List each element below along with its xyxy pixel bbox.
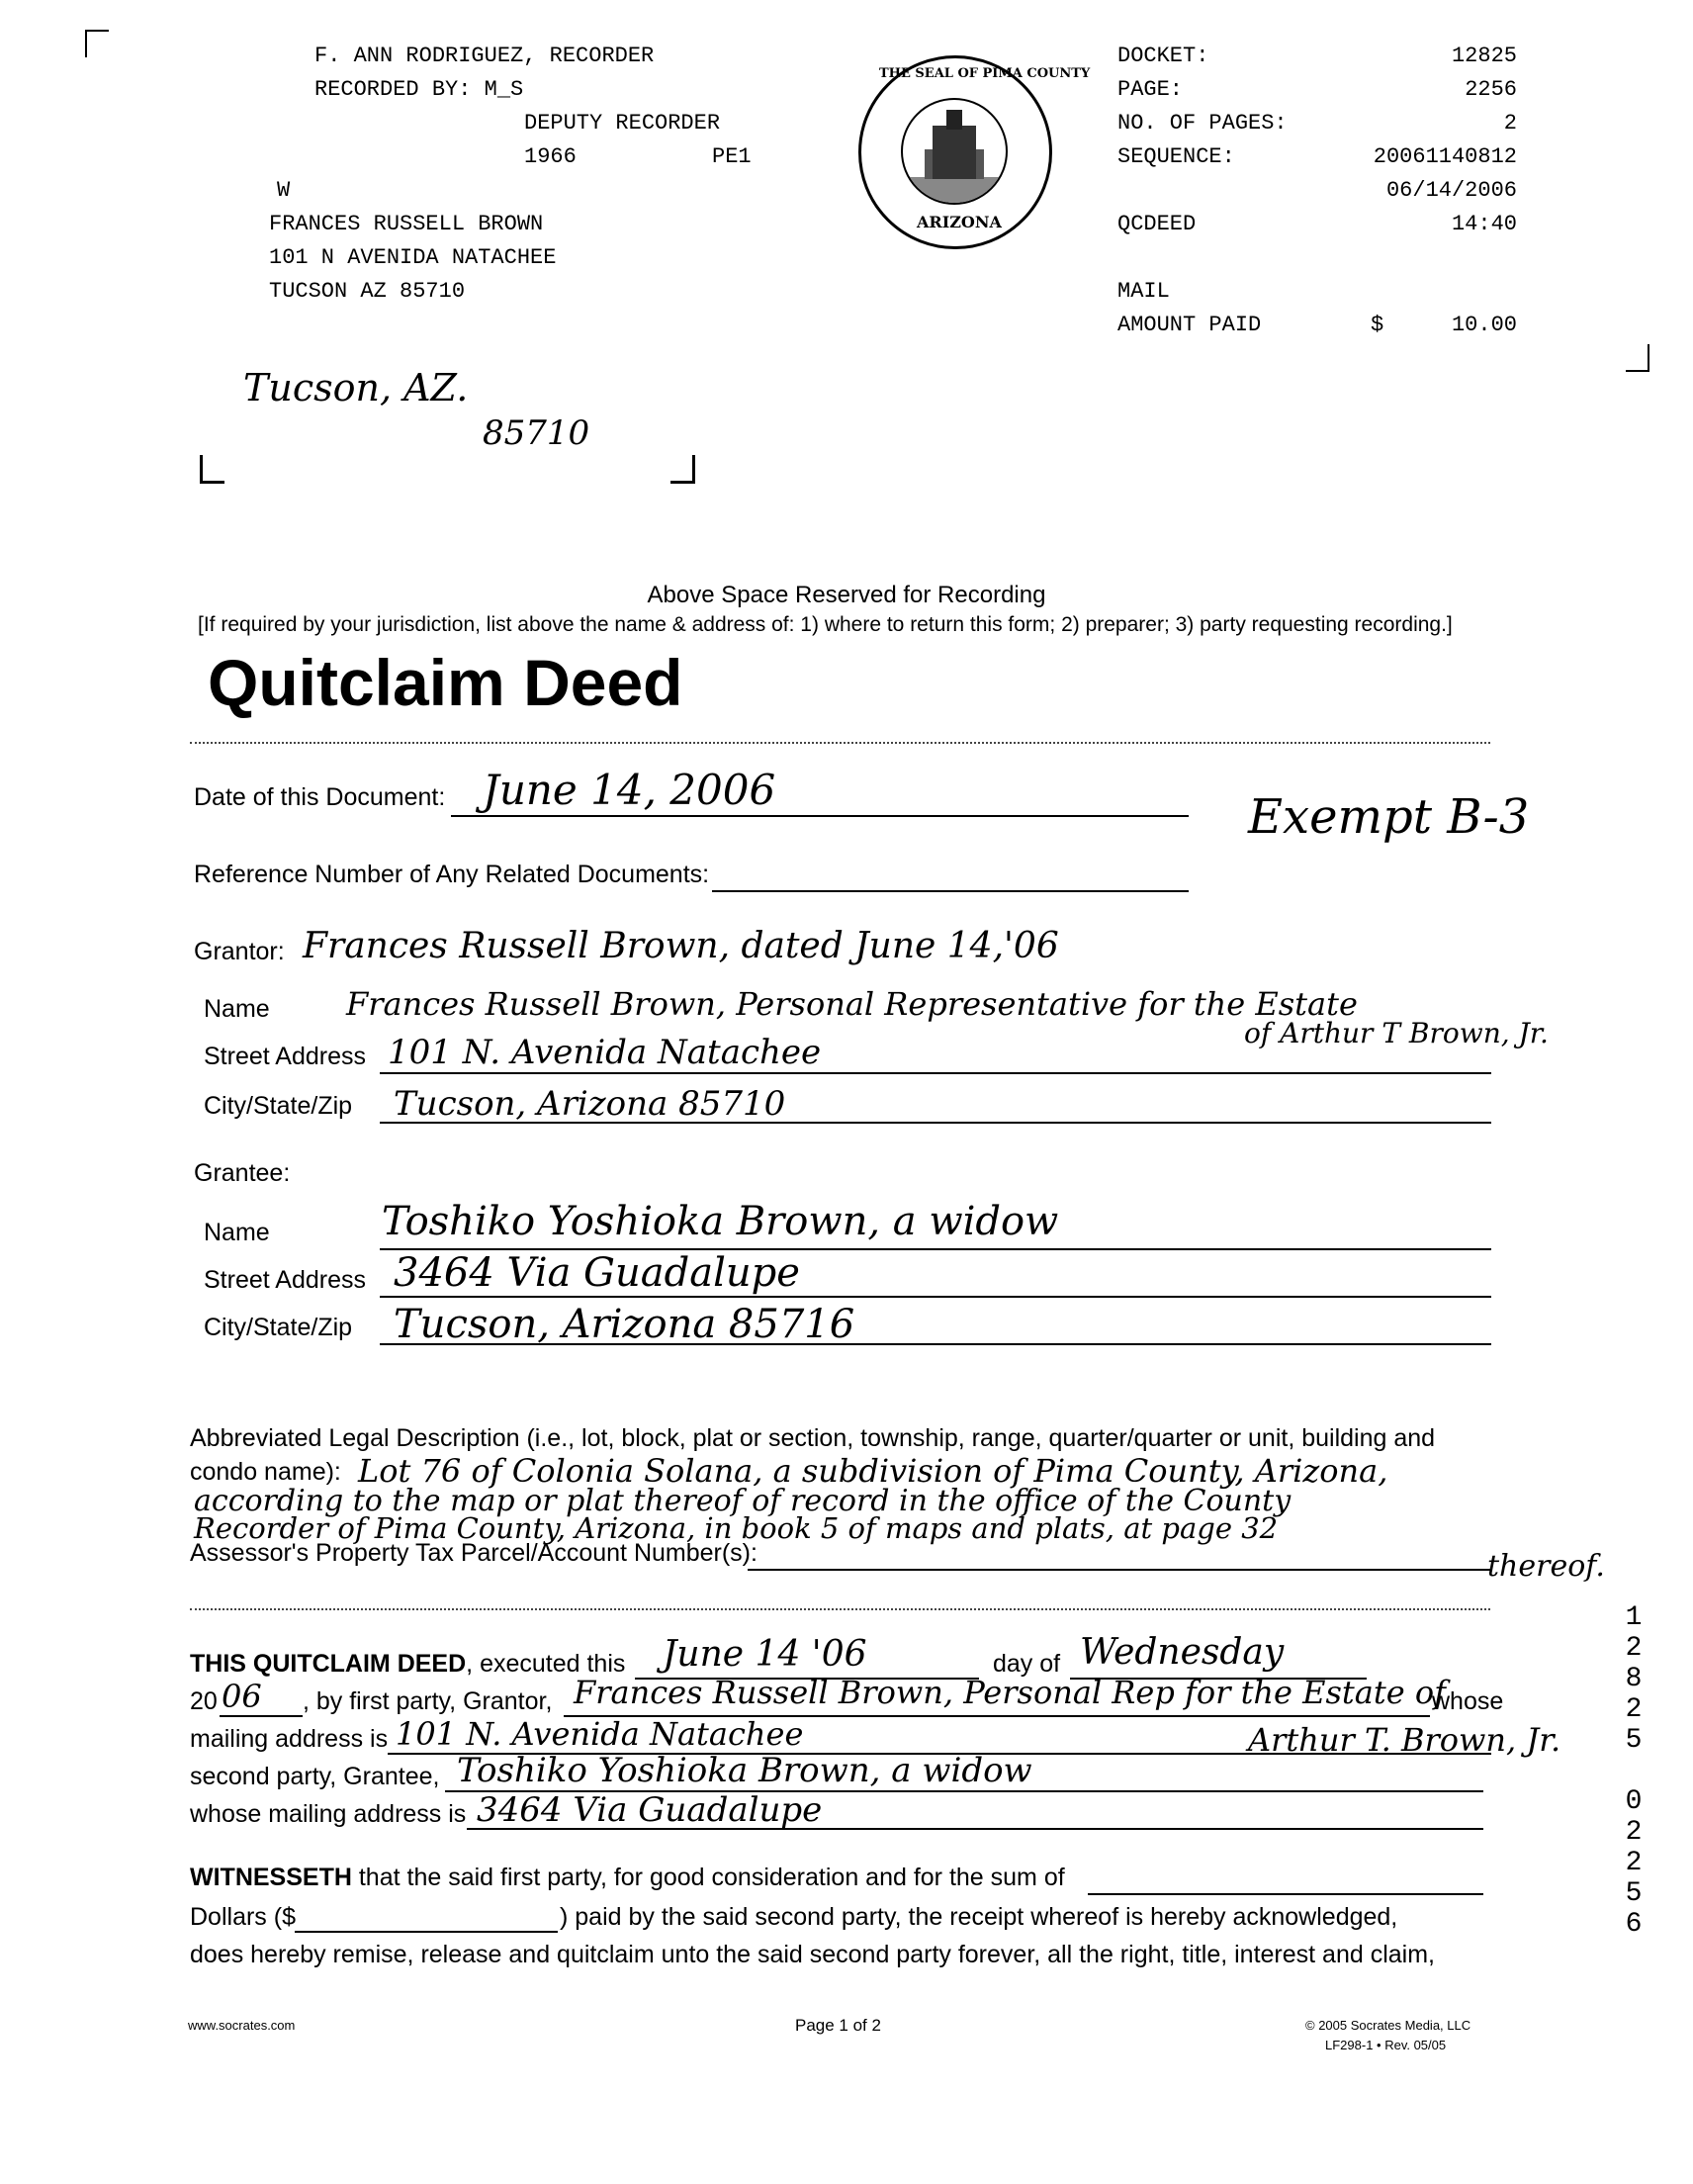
legal-value-1: Lot 76 of Colonia Solana, a subdivision of Pima County, Arizona, xyxy=(358,1452,1388,1490)
legal-label-2: condo name): xyxy=(190,1458,341,1486)
seal-bottom-text: ARIZONA xyxy=(917,213,1002,231)
recorder-code-a: 1966 xyxy=(524,144,577,169)
county-seal xyxy=(858,55,1091,249)
pages-label: NO. OF PAGES: xyxy=(1117,111,1288,136)
grantee-street-line xyxy=(380,1296,1491,1298)
deed-grantor-value: Frances Russell Brown, Personal Rep for the Estate of xyxy=(574,1674,1446,1711)
witness-text: that the said first party, for good consideration and for the sum of xyxy=(351,1864,1065,1891)
recording-date: 06/14/2006 xyxy=(1385,178,1517,203)
deed-first-party-text: , by first party, Grantor, xyxy=(303,1687,553,1715)
recorder-line-2: RECORDED BY: M_S xyxy=(314,77,524,102)
deed-second-value: Toshiko Yoshioka Brown, a widow xyxy=(457,1751,1032,1790)
deed-second-label: second party, Grantee, xyxy=(190,1763,440,1790)
grantee-label: Grantee: xyxy=(194,1159,291,1187)
reserved-note: [If required by your jurisdiction, list above the name & address of: 1) where to return this form; 2) preparer; 3) party requesting recording.] xyxy=(198,613,1453,636)
dollars-line xyxy=(295,1931,558,1933)
deed-grantor-continued: Arthur T. Brown, Jr. xyxy=(1248,1721,1561,1759)
sequence-label: SEQUENCE: xyxy=(1117,144,1235,169)
date-value: June 14, 2006 xyxy=(483,766,776,814)
exempt-note: Exempt B-3 xyxy=(1248,789,1530,845)
handwritten-return-city: Tucson, AZ. xyxy=(243,366,469,410)
deed-year-value: 06 xyxy=(222,1678,262,1715)
deed-dayof-text: day of xyxy=(993,1650,1061,1678)
deed-whose-text: whose xyxy=(1432,1687,1504,1715)
corner-mark-bottom-left xyxy=(200,455,224,484)
divider-top xyxy=(190,742,1490,744)
recorder-name: FRANCES RUSSELL BROWN xyxy=(269,212,544,236)
deed-mailing-value: 101 N. Avenida Natachee xyxy=(396,1715,804,1753)
corner-mark-right xyxy=(1626,344,1649,372)
docket-label: DOCKET: xyxy=(1117,44,1209,68)
legal-value-3: Recorder of Pima County, Arizona, in book 5 of maps and plats, at page 32 xyxy=(194,1511,1279,1545)
deed-exec-value: June 14 '06 xyxy=(663,1634,867,1675)
recorder-line-3: DEPUTY RECORDER xyxy=(524,111,721,136)
grantee-name-value: Toshiko Yoshioka Brown, a widow xyxy=(382,1199,1059,1244)
deed-whose-mailing-value: 3464 Via Guadalupe xyxy=(477,1790,823,1830)
recorder-city: TUCSON AZ 85710 xyxy=(269,279,466,304)
legal-label-1: Abbreviated Legal Description (i.e., lot, block, plat or section, township, range, quarter/quarter or unit, building and xyxy=(190,1424,1436,1452)
seal-building-icon xyxy=(901,98,1008,205)
divider-middle xyxy=(190,1608,1490,1610)
docket-value: 12825 xyxy=(1451,44,1517,68)
grantor-label: Grantor: xyxy=(194,938,285,965)
currency-symbol: $ xyxy=(1371,313,1384,337)
corner-mark-top-left xyxy=(85,30,109,57)
witness-sum-line xyxy=(1088,1893,1483,1895)
witness-bold-label: WITNESSETH xyxy=(190,1864,352,1891)
recorder-address: 101 N AVENIDA NATACHEE xyxy=(269,245,557,270)
corner-mark-bottom-right xyxy=(670,455,695,484)
grantor-name-label: Name xyxy=(204,995,270,1023)
grantor-street-value: 101 N. Avenida Natachee xyxy=(388,1033,822,1072)
page-label: PAGE: xyxy=(1117,77,1184,102)
sequence-value: 20061140812 xyxy=(1373,144,1517,169)
deed-bold-label: THIS QUITCLAIM DEED xyxy=(190,1650,467,1678)
footer-form-number: LF298-1 • Rev. 05/05 xyxy=(1325,2038,1447,2052)
page-value: 2256 xyxy=(1465,77,1517,102)
recorder-w: W xyxy=(277,178,291,203)
parcel-line xyxy=(748,1569,1491,1571)
reference-label: Reference Number of Any Related Documents: xyxy=(194,861,710,888)
deed-day-value: Wednesday xyxy=(1080,1632,1285,1673)
date-line xyxy=(451,815,1189,817)
remise-text: does hereby remise, release and quitclaim unto the said second party forever, all the right, title, interest and claim, xyxy=(190,1941,1435,1968)
page-title: Quitclaim Deed xyxy=(208,646,683,719)
parcel-label: Assessor's Property Tax Parcel/Account Number(s): xyxy=(190,1539,757,1567)
grantor-name-continued: of Arthur T Brown, Jr. xyxy=(1244,1017,1549,1049)
reserved-title: Above Space Reserved for Recording xyxy=(647,582,1046,608)
dollars-label: Dollars ($ xyxy=(190,1903,296,1931)
type-label: QCDEED xyxy=(1117,212,1197,236)
grantor-name-value: Frances Russell Brown, Personal Representative for the Estate xyxy=(346,985,1358,1023)
witness-line xyxy=(190,1864,1065,1892)
mail-label: MAIL xyxy=(1117,279,1170,304)
grantor-city-value: Tucson, Arizona 85710 xyxy=(394,1084,786,1124)
deed-line-1 xyxy=(190,1650,625,1679)
grantee-city-value: Tucson, Arizona 85716 xyxy=(394,1302,855,1347)
grantor-value: Frances Russell Brown, dated June 14,'06 xyxy=(303,926,1059,966)
pages-value: 2 xyxy=(1503,111,1517,136)
grantor-street-label: Street Address xyxy=(204,1043,366,1070)
dollars-text: ) paid by the said second party, the receipt whereof is hereby acknowledged, xyxy=(560,1903,1398,1931)
recorder-line-1: F. ANN RODRIGUEZ, RECORDER xyxy=(314,44,655,68)
grantee-street-value: 3464 Via Guadalupe xyxy=(394,1250,800,1296)
grantee-street-label: Street Address xyxy=(204,1266,366,1294)
grantee-name-label: Name xyxy=(204,1219,270,1246)
seal-top-text: THE SEAL OF PIMA COUNTY xyxy=(879,66,1091,81)
deed-year-prefix: 20 xyxy=(190,1687,218,1715)
handwritten-return-zip: 85710 xyxy=(483,413,590,453)
date-label: Date of this Document: xyxy=(194,783,446,811)
grantor-street-line xyxy=(380,1072,1491,1074)
recorder-code-b: PE1 xyxy=(712,144,752,169)
footer-copyright: © 2005 Socrates Media, LLC xyxy=(1305,2018,1471,2033)
grantee-city-label: City/State/Zip xyxy=(204,1314,353,1341)
footer-page: Page 1 of 2 xyxy=(795,2016,881,2035)
footer-website: www.socrates.com xyxy=(188,2018,296,2033)
deed-year-line xyxy=(220,1715,303,1717)
legal-value-4: thereof. xyxy=(1487,1549,1605,1584)
legal-value-2: according to the map or plat thereof of record in the office of the County xyxy=(194,1484,1292,1518)
reference-line xyxy=(712,890,1189,892)
side-stamp: 1 2 8 2 5 0 2 2 5 6 xyxy=(1625,1602,1643,1940)
grantor-city-label: City/State/Zip xyxy=(204,1092,353,1120)
recording-time: 14:40 xyxy=(1451,212,1517,236)
deed-mailing-label: mailing address is xyxy=(190,1725,389,1753)
amount-value: 10.00 xyxy=(1451,313,1517,337)
amount-label: AMOUNT PAID xyxy=(1117,313,1262,337)
deed-executed-text: , executed this xyxy=(466,1650,626,1678)
deed-whose-mailing-label: whose mailing address is xyxy=(190,1800,467,1828)
